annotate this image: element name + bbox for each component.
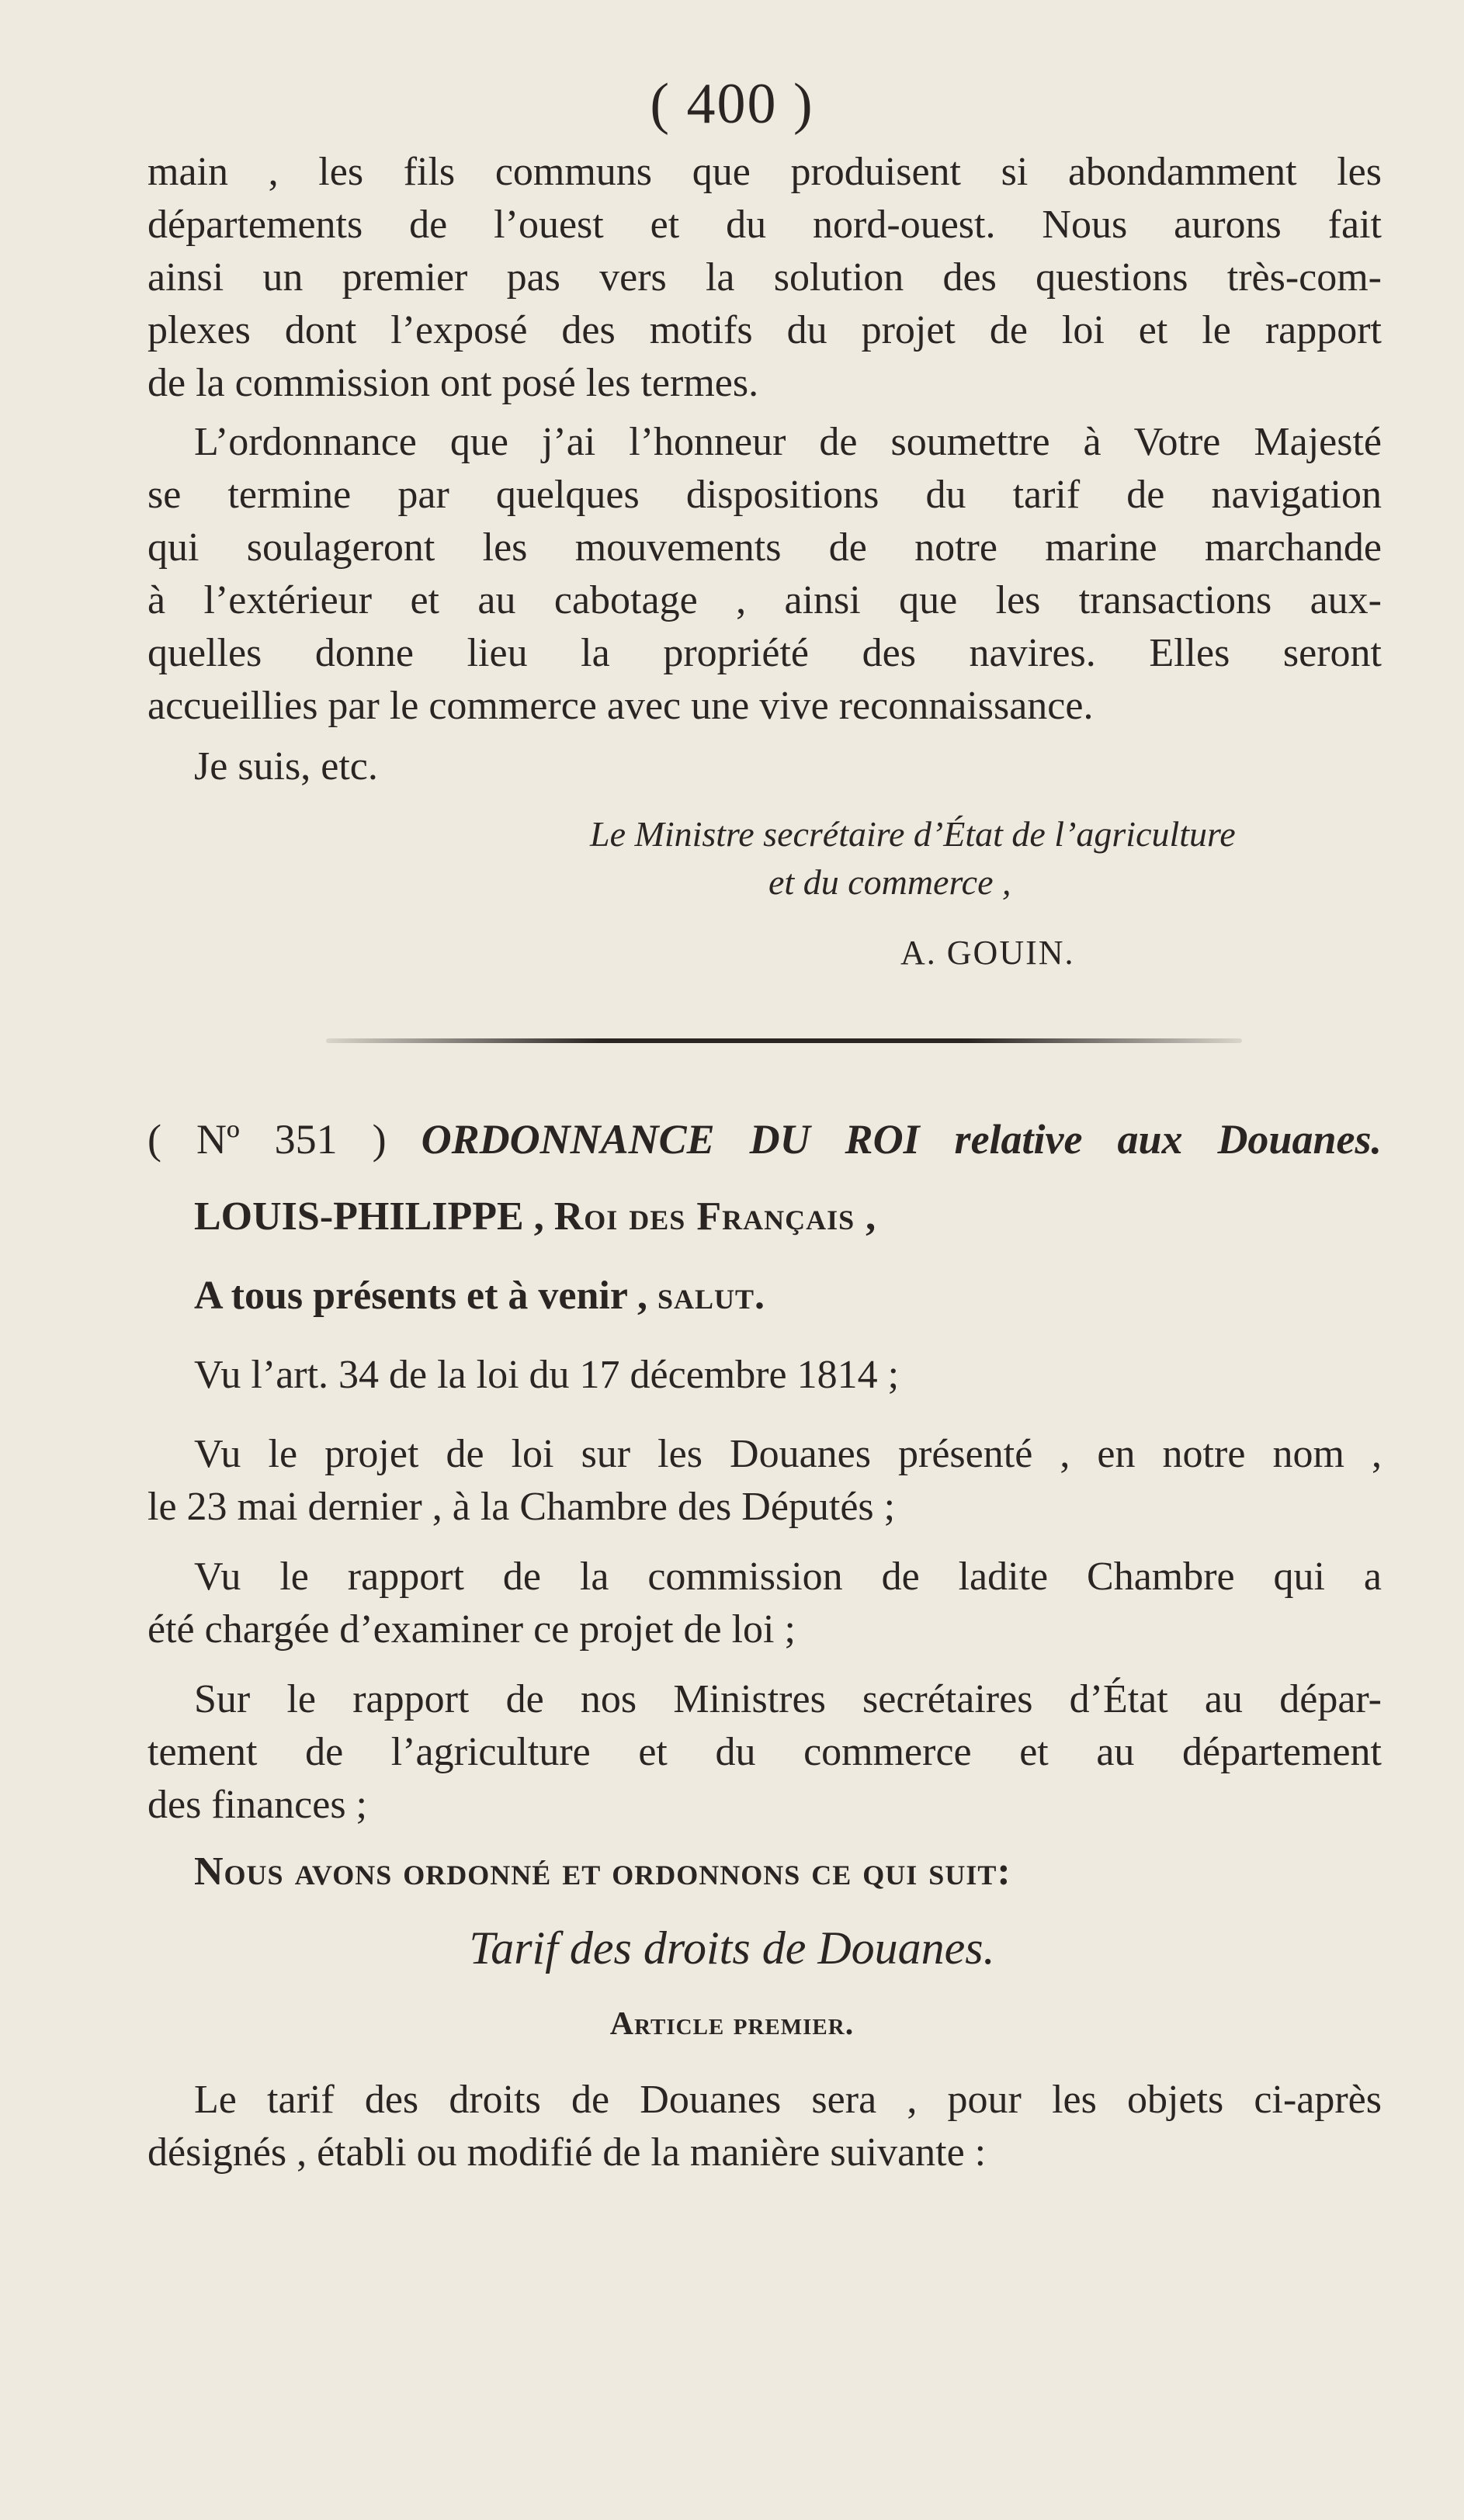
text-line: quelles donne lieu la propriété des navires. Elles seront — [147, 631, 1382, 675]
text-line: tement de l’agriculture et du commerce et au département — [147, 1730, 1382, 1774]
text-line: plexes dont l’exposé des motifs du projet de loi et le rapport — [147, 308, 1382, 352]
closing-line: Je suis, etc. — [194, 744, 378, 789]
text-line: L’ordonnance que j’ai l’honneur de soumettre à Votre Majesté — [194, 420, 1382, 464]
king-title: Roi des Français , — [553, 1194, 877, 1239]
greeting-line — [194, 1270, 1428, 1322]
text-line: Sur le rapport de nos Ministres secrétaires d’État au dépar- — [194, 1677, 1382, 1721]
text-line: à l’extérieur et au cabotage , ainsi que les transactions aux- — [147, 578, 1382, 622]
text-line: Vu l’art. 34 de la loi du 17 décembre 1814 ; — [194, 1353, 900, 1397]
king-name: LOUIS-PHILIPPE , — [194, 1194, 544, 1239]
ordonnance-title: ORDONNANCE DU ROI relative aux Douanes. — [421, 1116, 1382, 1163]
text-line: le 23 mai dernier , à la Chambre des Députés ; — [147, 1485, 896, 1529]
page-number: ( 400 ) — [650, 72, 814, 136]
greeting-main: A tous présents et à venir , — [194, 1274, 648, 1318]
text-line: des finances ; — [147, 1783, 368, 1827]
text-line: départements de l’ouest et du nord-ouest. Nous aurons fait — [147, 203, 1382, 247]
article-heading: Article premier. — [609, 2006, 855, 2042]
text-line: désignés , établi ou modifié de la manière suivante : — [147, 2130, 987, 2175]
section-divider — [326, 1038, 1242, 1043]
text-line: Le tarif des droits de Douanes sera , pour les objets ci-après — [194, 2078, 1382, 2122]
signature-name: A. GOUIN. — [900, 934, 1075, 972]
text-line: ainsi un premier pas vers la solution des questions très-com- — [147, 255, 1382, 300]
text-line: main , les fils communs que produisent si abondamment les — [147, 150, 1382, 194]
text-line: de la commission ont posé les termes. — [147, 361, 759, 405]
king-line — [194, 1191, 1428, 1243]
ordonnance-number: ( Nº 351 ) — [147, 1116, 387, 1163]
tariff-heading: Tarif des droits de Douanes. — [469, 1922, 995, 1974]
text-line: se termine par quelques dispositions du tarif de navigation — [147, 473, 1382, 517]
ordonnance-heading — [147, 1113, 1382, 1166]
text-line: accueillies par le commerce avec une vive reconnaissance. — [147, 684, 1094, 728]
text-line: Vu le projet de loi sur les Douanes présenté , en notre nom , — [194, 1432, 1382, 1476]
signature-title-cont: et du commerce , — [768, 862, 1011, 902]
text-line: Vu le rapport de la commission de ladite Chambre qui a — [194, 1555, 1382, 1599]
greeting-salut: salut. — [657, 1274, 766, 1318]
decree-line: Nous avons ordonné et ordonnons ce qui suit: — [194, 1849, 1011, 1894]
signature-title: Le Ministre secrétaire d’État de l’agriculture — [590, 814, 1236, 854]
text-line: qui soulageront les mouvements de notre marine marchande — [147, 525, 1382, 570]
text-line: été chargée d’examiner ce projet de loi ; — [147, 1607, 796, 1652]
